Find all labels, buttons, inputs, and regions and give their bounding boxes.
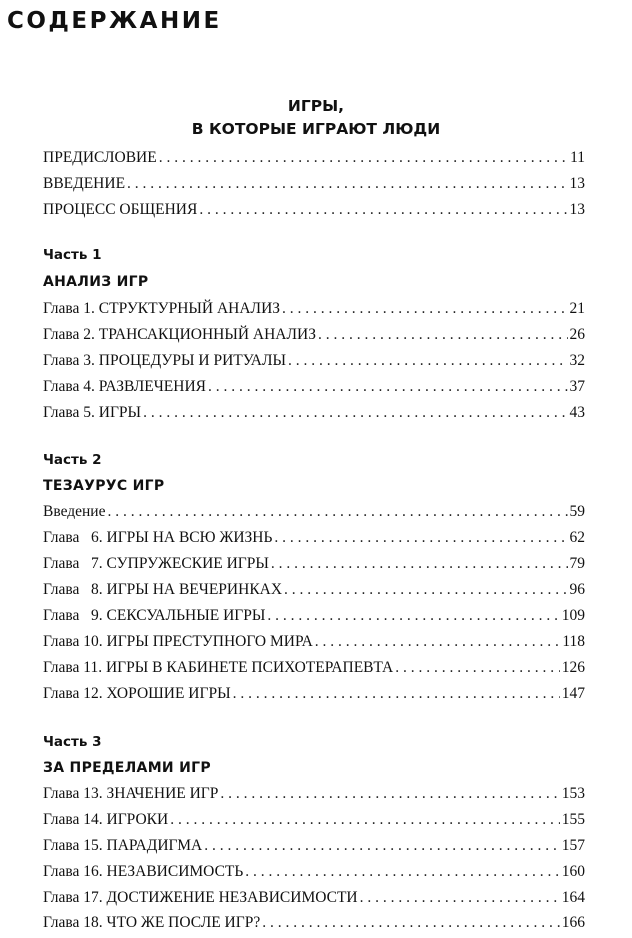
dot-leader [127,171,567,197]
dot-leader [315,629,561,655]
dot-leader [274,525,567,551]
toc-entry-label: Глава 17. ДОСТИЖЕНИЕ НЕЗАВИСИМОСТИ [43,889,358,906]
toc-entry[interactable] [43,296,585,322]
toc-entry[interactable] [43,833,585,859]
toc-entry-page: 59 [569,503,585,520]
toc-entry[interactable] [43,885,585,911]
toc-entry[interactable] [43,577,585,603]
dot-leader [199,197,567,223]
toc-entry-page: 126 [561,659,585,676]
toc-entry[interactable] [43,348,585,374]
page-heading: СОДЕРЖАНИЕ [7,8,222,34]
toc-entry-page: 157 [561,837,585,854]
toc-entry[interactable] [43,374,585,400]
dot-leader [318,322,568,348]
toc-entry-label: Глава 15. ПАРАДИГМА [43,837,203,854]
toc-entry-page: 166 [561,914,585,931]
toc-entry-label: ПРЕДИСЛОВИЕ [43,149,157,166]
toc-entry-page: 13 [569,175,585,192]
toc-entry-label: Глава 5. ИГРЫ [43,404,142,421]
toc-entry-label: Глава 13. ЗНАЧЕНИЕ ИГР [43,785,219,802]
toc-entry-page: 153 [561,785,585,802]
part-2-label: Часть 2 [43,452,102,468]
toc-entry[interactable] [43,859,585,885]
dot-leader [245,859,559,885]
toc-entry[interactable] [43,551,585,577]
toc-entry-page: 21 [569,300,585,317]
toc-entry-page: 147 [561,685,585,702]
toc-entry-page: 79 [569,555,585,572]
book-title [0,95,632,141]
toc-entry[interactable] [43,781,585,807]
dot-leader [395,655,560,681]
toc-entry-page: 164 [561,889,585,906]
dot-leader [220,781,559,807]
toc-entry-introduction[interactable] [43,171,585,197]
book-title-line-2: В КОТОРЫЕ ИГРАЮТ ЛЮДИ [191,120,441,138]
dot-leader [267,603,559,629]
toc-entry[interactable] [43,322,585,348]
dot-leader [204,833,560,859]
toc-entry[interactable] [43,499,585,525]
toc-entry-label: Глава 8. ИГРЫ НА ВЕЧЕРИНКАХ [43,581,283,598]
toc-entry-label: Глава 11. ИГРЫ В КАБИНЕТЕ ПСИХОТЕРАПЕВТА [43,659,394,676]
dot-leader [262,910,560,936]
part-3-title: ЗА ПРЕДЕЛАМИ ИГР [43,760,211,776]
toc-entry-label: ПРОЦЕСС ОБЩЕНИЯ [43,201,198,218]
toc-entry[interactable] [43,629,585,655]
toc-entry[interactable] [43,807,585,833]
toc-entry-label: Глава 10. ИГРЫ ПРЕСТУПНОГО МИРА [43,633,313,650]
toc-entry-page: 32 [569,352,585,369]
toc-entry-label: Глава 6. ИГРЫ НА ВСЮ ЖИЗНЬ [43,529,273,546]
toc-entry-label: Глава 16. НЕЗАВИСИМОСТЬ [43,863,244,880]
dot-leader [271,551,568,577]
toc-entry-label: Введение [43,503,106,520]
toc-entry-label: Глава 7. СУПРУЖЕСКИЕ ИГРЫ [43,555,269,572]
dot-leader [159,145,568,171]
book-title-line-1: ИГРЫ, [287,97,345,115]
toc-entry[interactable] [43,603,585,629]
toc-entry-label: Глава 3. ПРОЦЕДУРЫ И РИТУАЛЫ [43,352,286,369]
toc-entry-page: 13 [569,201,585,218]
toc-entry-page: 96 [569,581,585,598]
dot-leader [288,348,568,374]
toc-entry-page: 11 [570,149,585,166]
toc-entry-label: Глава 1. СТРУКТУРНЫЙ АНАЛИЗ [43,300,281,317]
toc-entry-page: 118 [562,633,585,650]
dot-leader [284,577,567,603]
part-1-label: Часть 1 [43,247,102,263]
toc-entry[interactable] [43,681,585,707]
dot-leader [107,499,567,525]
toc-entry[interactable] [43,525,585,551]
toc-entry-page: 43 [569,404,585,421]
dot-leader [208,374,568,400]
dot-leader [282,296,567,322]
part-3-label: Часть 3 [43,734,102,750]
toc-entry[interactable] [43,400,585,426]
part-1-title: АНАЛИЗ ИГР [43,274,149,290]
toc-entry-communication[interactable] [43,197,585,223]
part-2-title: ТЕЗАУРУС ИГР [43,478,165,494]
toc-entry-page: 155 [561,811,585,828]
toc-entry-label: ВВЕДЕНИЕ [43,175,126,192]
dot-leader [233,681,560,707]
toc-entry-label: Глава 14. ИГРОКИ [43,811,169,828]
toc-entry-page: 62 [569,529,585,546]
toc-entry-page: 109 [561,607,585,624]
dot-leader [170,807,560,833]
toc-entry-page: 26 [569,326,585,343]
toc-entry-preface[interactable] [43,145,585,171]
toc-entry-label: Глава 2. ТРАНСАКЦИОННЫЙ АНАЛИЗ [43,326,316,343]
dot-leader [143,400,567,426]
toc-entry-page: 37 [569,378,585,395]
toc-entry-label: Глава 18. ЧТО ЖЕ ПОСЛЕ ИГР? [43,914,261,931]
toc-entry-label: Глава 4. РАЗВЛЕЧЕНИЯ [43,378,206,395]
toc-entry-page: 160 [561,863,585,880]
toc-entry[interactable] [43,655,585,681]
toc-entry-label: Глава 9. СЕКСУАЛЬНЫЕ ИГРЫ [43,607,266,624]
toc-entry[interactable] [43,910,585,936]
dot-leader [360,885,560,911]
toc-entry-label: Глава 12. ХОРОШИЕ ИГРЫ [43,685,231,702]
